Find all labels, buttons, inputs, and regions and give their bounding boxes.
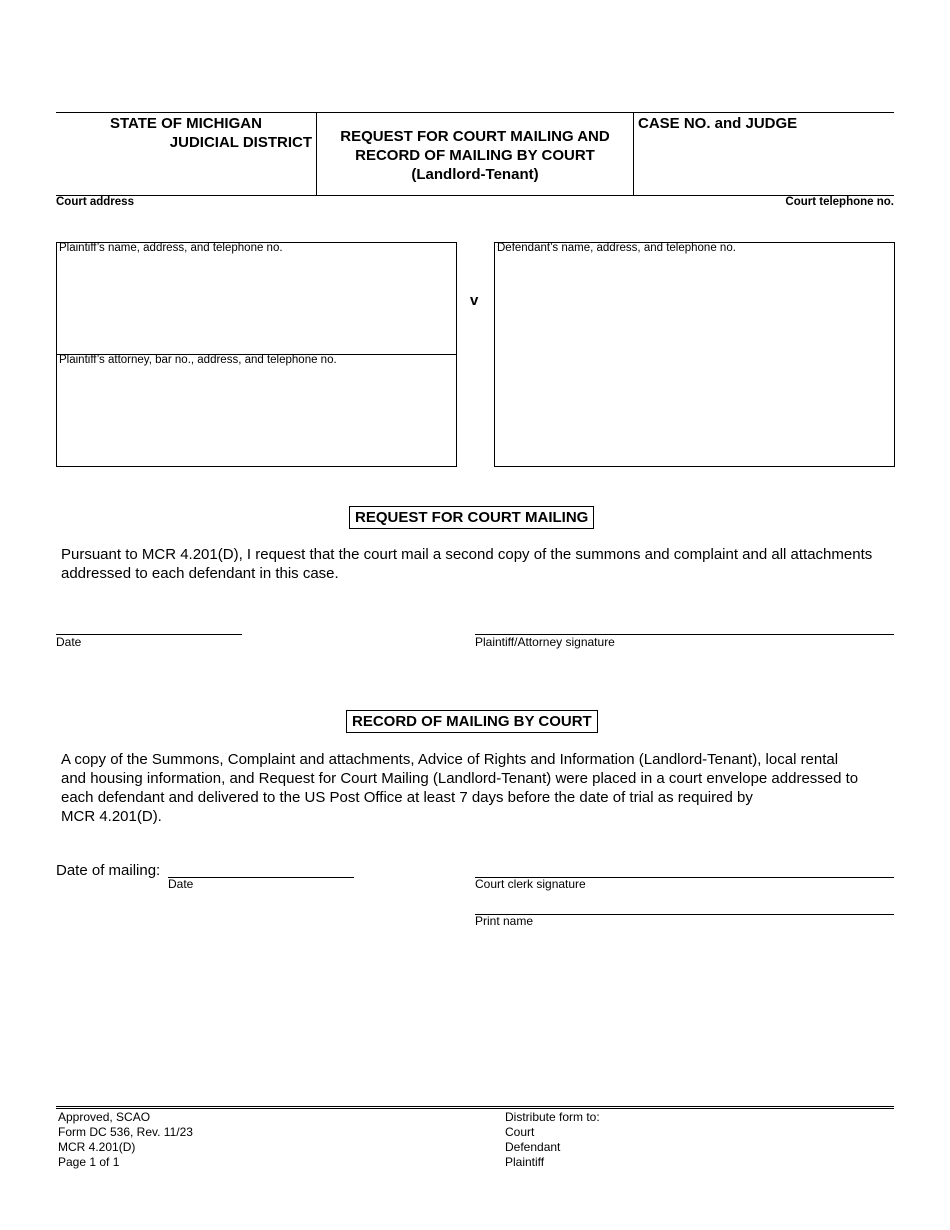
plaintiff-attorney-field[interactable] bbox=[59, 370, 454, 462]
versus-label: v bbox=[470, 292, 479, 309]
plaintiff-field[interactable] bbox=[59, 258, 454, 350]
form-title-line-2: RECORD OF MAILING BY COURT bbox=[355, 147, 595, 164]
plaintiff-attorney-signature-field[interactable] bbox=[475, 610, 894, 633]
state-label: STATE OF MICHIGAN bbox=[110, 115, 262, 132]
footer-form-number: Form DC 536, Rev. 11/23 bbox=[58, 1125, 193, 1139]
header-top-rule bbox=[56, 112, 894, 113]
footer-distribute-title: Distribute form to: bbox=[505, 1110, 600, 1124]
request-text-line-2: addressed to each defendant in this case. bbox=[61, 565, 339, 582]
record-text-line-2: and housing information, and Request for Court Mailing (Landlord-Tenant) were placed in a court envelope addressed to bbox=[61, 770, 859, 787]
record-text-line-3: each defendant and delivered to the US Post Office at least 7 days before the date of trial as required by bbox=[61, 789, 753, 806]
form-title-line-1: REQUEST FOR COURT MAILING AND bbox=[340, 128, 610, 145]
footer-rule-reference: MCR 4.201(D) bbox=[58, 1140, 136, 1154]
footer-rule-1 bbox=[56, 1106, 894, 1107]
request-date-line bbox=[56, 634, 242, 635]
defendant-label: Defendant’s name, address, and telephone no. bbox=[497, 242, 736, 254]
form-title bbox=[317, 127, 633, 184]
footer-distribute-defendant: Defendant bbox=[505, 1140, 561, 1154]
date-of-mailing-label: Date of mailing: bbox=[56, 862, 161, 879]
record-text-line-4: MCR 4.201(D). bbox=[61, 808, 162, 825]
footer-form-info bbox=[58, 1110, 193, 1170]
header-bottom-rule bbox=[56, 195, 894, 196]
date-of-mailing-date-label: Date bbox=[168, 877, 194, 891]
print-name-label: Print name bbox=[475, 914, 534, 928]
case-no-judge-label: CASE NO. and JUDGE bbox=[638, 115, 798, 132]
print-name-line bbox=[475, 914, 894, 915]
record-section-title: RECORD OF MAILING BY COURT bbox=[346, 710, 598, 733]
request-date-label: Date bbox=[56, 635, 82, 649]
footer-rule-2 bbox=[56, 1108, 894, 1109]
plaintiff-label: Plaintiff’s name, address, and telephone no. bbox=[59, 242, 283, 254]
request-text-line-1: Pursuant to MCR 4.201(D), I request that the court mail a second copy of the summons and complaint and all attachments bbox=[61, 546, 873, 563]
record-text-line-1: A copy of the Summons, Complaint and attachments, Advice of Rights and Information (Landlord-Tenant), local rental bbox=[61, 751, 839, 768]
court-clerk-signature-field[interactable] bbox=[475, 854, 894, 877]
date-of-mailing-field[interactable] bbox=[168, 854, 354, 877]
court-address-label: Court address bbox=[56, 196, 134, 208]
court-telephone-label: Court telephone no. bbox=[785, 196, 894, 208]
footer-distribution bbox=[505, 1110, 600, 1170]
court-clerk-signature-label: Court clerk signature bbox=[475, 877, 586, 891]
footer-distribute-court: Court bbox=[505, 1125, 535, 1139]
plaintiff-attorney-signature-label: Plaintiff/Attorney signature bbox=[475, 635, 615, 649]
defendant-field[interactable] bbox=[497, 258, 892, 462]
footer-page-number: Page 1 of 1 bbox=[58, 1155, 120, 1169]
request-date-field[interactable] bbox=[56, 610, 242, 633]
print-name-field[interactable] bbox=[475, 891, 894, 914]
judicial-district-label: JUDICIAL DISTRICT bbox=[169, 134, 312, 151]
form-title-line-3: (Landlord-Tenant) bbox=[411, 166, 539, 183]
footer-distribute-plaintiff: Plaintiff bbox=[505, 1155, 545, 1169]
header-divider-right bbox=[633, 112, 634, 196]
request-section-title: REQUEST FOR COURT MAILING bbox=[349, 506, 594, 529]
request-paragraph bbox=[61, 545, 872, 583]
case-no-judge-field[interactable] bbox=[638, 136, 892, 192]
plaintiff-attorney-label: Plaintiff’s attorney, bar no., address, and telephone no. bbox=[59, 354, 337, 366]
record-paragraph bbox=[61, 750, 858, 826]
footer-approved: Approved, SCAO bbox=[58, 1110, 151, 1124]
date-of-mailing-line bbox=[168, 877, 354, 878]
